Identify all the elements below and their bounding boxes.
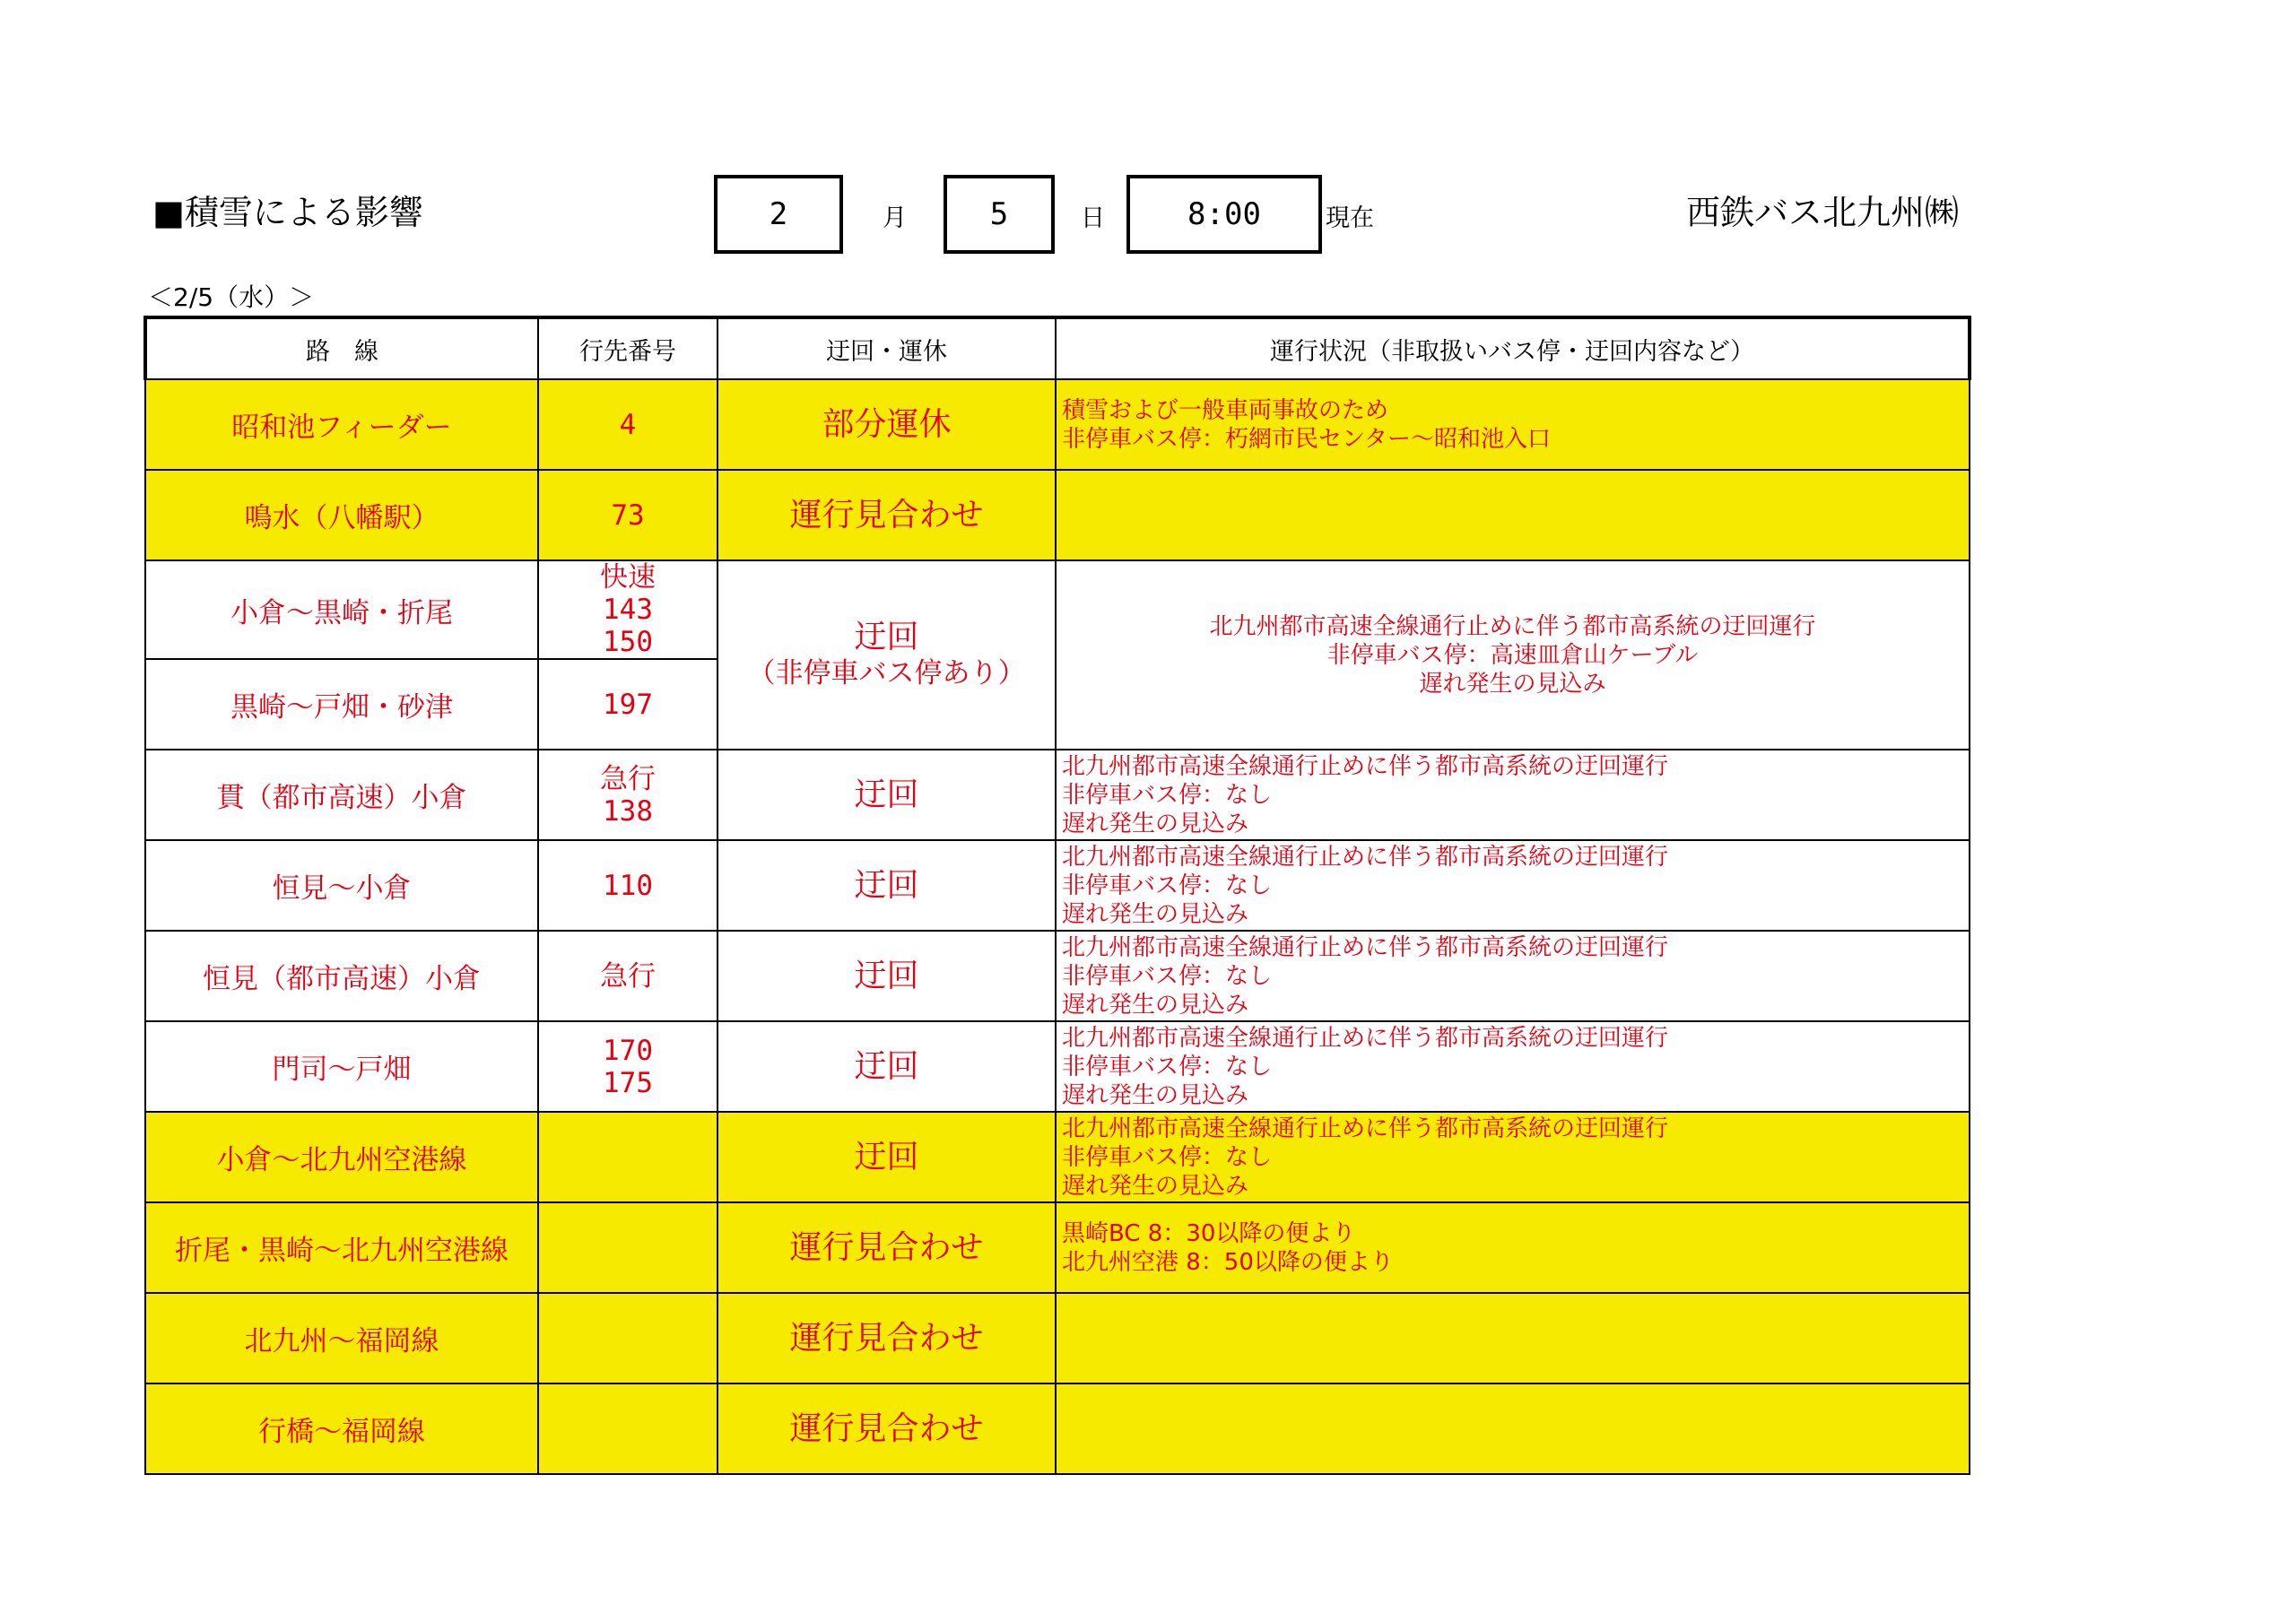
table-header-row <box>145 317 1970 379</box>
route-number: 急行 <box>600 762 656 795</box>
time-suffix: 現在 <box>1326 204 1374 232</box>
note-line: 北九州空港 8：50以降の便より <box>1062 1248 1394 1276</box>
status-cell: 部分運休 <box>718 379 1056 470</box>
status-line: （非停車バス停あり） <box>747 656 1026 690</box>
note-line: 非停車バス停：なし <box>1062 1053 1273 1080</box>
note-line: 遅れ発生の見込み <box>1062 1172 1249 1200</box>
route-number: 110 <box>603 869 653 902</box>
route-number: 175 <box>603 1066 653 1099</box>
status-line: 迂回 <box>854 618 919 655</box>
note-line: 遅れ発生の見込み <box>1062 1081 1249 1109</box>
note-cell <box>1056 1021 1970 1112</box>
page-title: ■積雪による影響 <box>152 193 423 232</box>
note-line: 非停車バス停：なし <box>1062 1143 1273 1171</box>
table-row <box>145 1021 1970 1112</box>
status-cell: 迂回 <box>718 931 1056 1021</box>
table-row <box>145 560 1970 659</box>
day-box: 5 <box>944 175 1055 254</box>
table-row <box>145 750 1970 840</box>
number-cell <box>538 1293 718 1383</box>
route-cell: 小倉～黒崎・折尾 <box>145 560 538 659</box>
route-cell: 行橋～福岡線 <box>145 1383 538 1474</box>
table-row <box>145 931 1970 1021</box>
route-cell: 恒見（都市高速）小倉 <box>145 931 538 1021</box>
table-row <box>145 1383 1970 1474</box>
date-label: ＜2/5（水）＞ <box>148 282 315 312</box>
number-cell <box>538 840 718 931</box>
status-table <box>144 316 1971 1475</box>
status-cell: 運行見合わせ <box>718 1293 1056 1383</box>
note-line: 非停車バス停：なし <box>1062 781 1273 809</box>
route-number: 197 <box>603 688 653 721</box>
status-cell: 運行見合わせ <box>718 470 1056 560</box>
note-cell <box>1056 1293 1970 1383</box>
note-cell <box>1056 379 1970 470</box>
note-cell <box>1056 560 1970 750</box>
note-line: 非停車バス停：なし <box>1062 872 1273 899</box>
route-number: 170 <box>603 1034 653 1067</box>
column-header-route: 路 線 <box>145 317 538 379</box>
note-line: 遅れ発生の見込み <box>1062 900 1249 928</box>
note-line: 北九州都市高速全線通行止めに伴う都市高系統の迂回運行 <box>1062 1024 1669 1052</box>
route-number: 73 <box>611 499 645 532</box>
month-box: 2 <box>714 175 843 254</box>
note-line: 北九州都市高速全線通行止めに伴う都市高系統の迂回運行 <box>1062 1115 1669 1142</box>
number-cell <box>538 1112 718 1202</box>
number-cell <box>538 931 718 1021</box>
number-cell <box>538 750 718 840</box>
number-cell <box>538 1202 718 1293</box>
company-name: 西鉄バス北九州㈱ <box>1686 193 1960 232</box>
note-cell <box>1056 1202 1970 1293</box>
route-cell: 折尾・黒崎～北九州空港線 <box>145 1202 538 1293</box>
route-number: 150 <box>603 626 653 658</box>
route-cell: 黒崎～戸畑・砂津 <box>145 659 538 750</box>
note-cell <box>1056 840 1970 931</box>
route-cell: 鳴水（八幡駅） <box>145 470 538 560</box>
note-line: 遅れ発生の見込み <box>1062 991 1249 1019</box>
note-line: 遅れ発生の見込み <box>1062 810 1249 837</box>
note-line: 黒崎BC 8：30以降の便より <box>1062 1219 1356 1247</box>
number-cell <box>538 1383 718 1474</box>
route-number: 143 <box>603 594 653 626</box>
note-cell <box>1056 470 1970 560</box>
note-line: 北九州都市高速全線通行止めに伴う都市高系統の迂回運行 <box>1209 612 1816 640</box>
note-line: 遅れ発生の見込み <box>1419 670 1606 698</box>
month-unit: 月 <box>883 204 907 232</box>
route-cell: 小倉～北九州空港線 <box>145 1112 538 1202</box>
route-cell: 恒見～小倉 <box>145 840 538 931</box>
time-box: 8:00 <box>1126 175 1322 254</box>
number-cell <box>538 659 718 750</box>
note-line: 非停車バス停：高速皿倉山ケーブル <box>1326 641 1699 669</box>
table-row <box>145 1202 1970 1293</box>
number-cell <box>538 470 718 560</box>
status-cell: 迂回 <box>718 1021 1056 1112</box>
note-line: 非停車バス停：朽網市民センター～昭和池入口 <box>1062 425 1551 453</box>
route-number: 急行 <box>600 959 656 993</box>
note-cell <box>1056 931 1970 1021</box>
number-cell <box>538 379 718 470</box>
route-number: 138 <box>603 794 653 828</box>
status-cell: 迂回 <box>718 840 1056 931</box>
status-cell: 迂回 <box>718 750 1056 840</box>
note-line: 北九州都市高速全線通行止めに伴う都市高系統の迂回運行 <box>1062 933 1669 961</box>
route-cell: 門司～戸畑 <box>145 1021 538 1112</box>
table-row <box>145 840 1970 931</box>
status-cell: 運行見合わせ <box>718 1383 1056 1474</box>
status-cell <box>718 560 1056 750</box>
route-cell: 貫（都市高速）小倉 <box>145 750 538 840</box>
day-unit: 日 <box>1081 204 1105 232</box>
status-cell: 迂回 <box>718 1112 1056 1202</box>
column-header-status: 運行状況（非取扱いバス停・迂回内容など） <box>1056 317 1970 379</box>
number-cell <box>538 1021 718 1112</box>
number-cell <box>538 560 718 659</box>
route-number: 快速 <box>600 561 656 594</box>
table-row <box>145 1293 1970 1383</box>
note-line: 積雪および一般車両事故のため <box>1062 396 1389 424</box>
route-number: 4 <box>619 408 637 441</box>
note-cell <box>1056 1112 1970 1202</box>
table-row <box>145 379 1970 470</box>
note-cell <box>1056 750 1970 840</box>
table-row <box>145 1112 1970 1202</box>
note-line: 北九州都市高速全線通行止めに伴う都市高系統の迂回運行 <box>1062 843 1669 871</box>
route-cell: 北九州～福岡線 <box>145 1293 538 1383</box>
column-header-number: 行先番号 <box>538 317 718 379</box>
note-line: 非停車バス停：なし <box>1062 962 1273 990</box>
route-cell: 昭和池フィーダー <box>145 379 538 470</box>
note-cell <box>1056 1383 1970 1474</box>
note-line: 北九州都市高速全線通行止めに伴う都市高系統の迂回運行 <box>1062 752 1669 780</box>
table-row <box>145 470 1970 560</box>
column-header-detour: 迂回・運休 <box>718 317 1056 379</box>
status-cell: 運行見合わせ <box>718 1202 1056 1293</box>
